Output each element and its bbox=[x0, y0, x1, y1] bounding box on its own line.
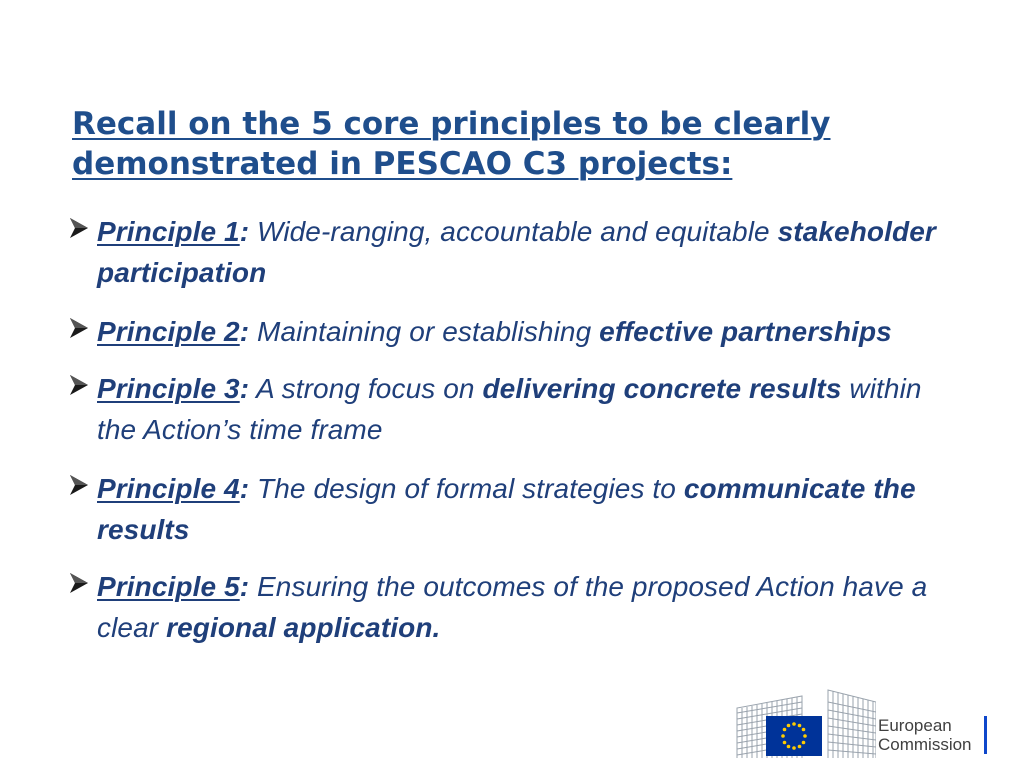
eu-flag-icon bbox=[766, 716, 822, 756]
arrowhead-bullet-icon bbox=[68, 213, 90, 243]
arrowhead-bullet-icon bbox=[68, 370, 90, 400]
principle-description: Wide-ranging, accountable and equitable bbox=[249, 216, 778, 247]
principle-highlight: stakeholder participation bbox=[97, 216, 936, 288]
arrowhead-bullet-icon bbox=[68, 470, 90, 500]
arrowhead-bullet-icon bbox=[68, 313, 90, 343]
principle-highlight: regional application. bbox=[166, 612, 441, 643]
berlaymont-building-icon bbox=[736, 686, 876, 758]
principle-colon: : bbox=[239, 473, 250, 504]
principle-colon: : bbox=[239, 373, 250, 404]
principle-label: Principle 4 bbox=[97, 473, 240, 504]
logo-line-1: European bbox=[878, 716, 952, 735]
logo-wordmark bbox=[878, 716, 972, 754]
principle-text bbox=[97, 566, 963, 648]
european-commission-logo bbox=[736, 686, 992, 758]
arrowhead-bullet-icon bbox=[68, 568, 90, 598]
principle-colon: : bbox=[239, 216, 250, 247]
principle-description: Maintaining or establishing bbox=[249, 316, 600, 347]
logo-accent-bar bbox=[984, 716, 987, 754]
principle-text bbox=[97, 311, 963, 352]
principle-text bbox=[97, 368, 963, 450]
principle-label: Principle 1 bbox=[97, 216, 240, 247]
principle-highlight: effective partnerships bbox=[599, 316, 892, 347]
principle-highlight: delivering concrete results bbox=[482, 373, 842, 404]
principle-label: Principle 5 bbox=[97, 571, 240, 602]
principle-colon: : bbox=[239, 571, 250, 602]
principle-colon: : bbox=[239, 316, 250, 347]
slide-title: Recall on the 5 core principles to be clearly demonstrated in PESCAO C3 projects: bbox=[72, 106, 831, 182]
principle-description: Ensuring the outcomes of the proposed Action have a clear bbox=[97, 571, 928, 643]
principle-description: The design of formal strategies to bbox=[249, 473, 684, 504]
principle-text bbox=[97, 211, 963, 293]
principle-description: A strong focus on bbox=[249, 373, 483, 404]
logo-line-2: Commission bbox=[878, 735, 972, 754]
principle-description-tail: within the Action’s time frame bbox=[97, 373, 922, 445]
principle-highlight: communicate the results bbox=[97, 473, 916, 545]
principle-label: Principle 3 bbox=[97, 373, 240, 404]
principle-label: Principle 2 bbox=[97, 316, 240, 347]
principle-text bbox=[97, 468, 963, 550]
